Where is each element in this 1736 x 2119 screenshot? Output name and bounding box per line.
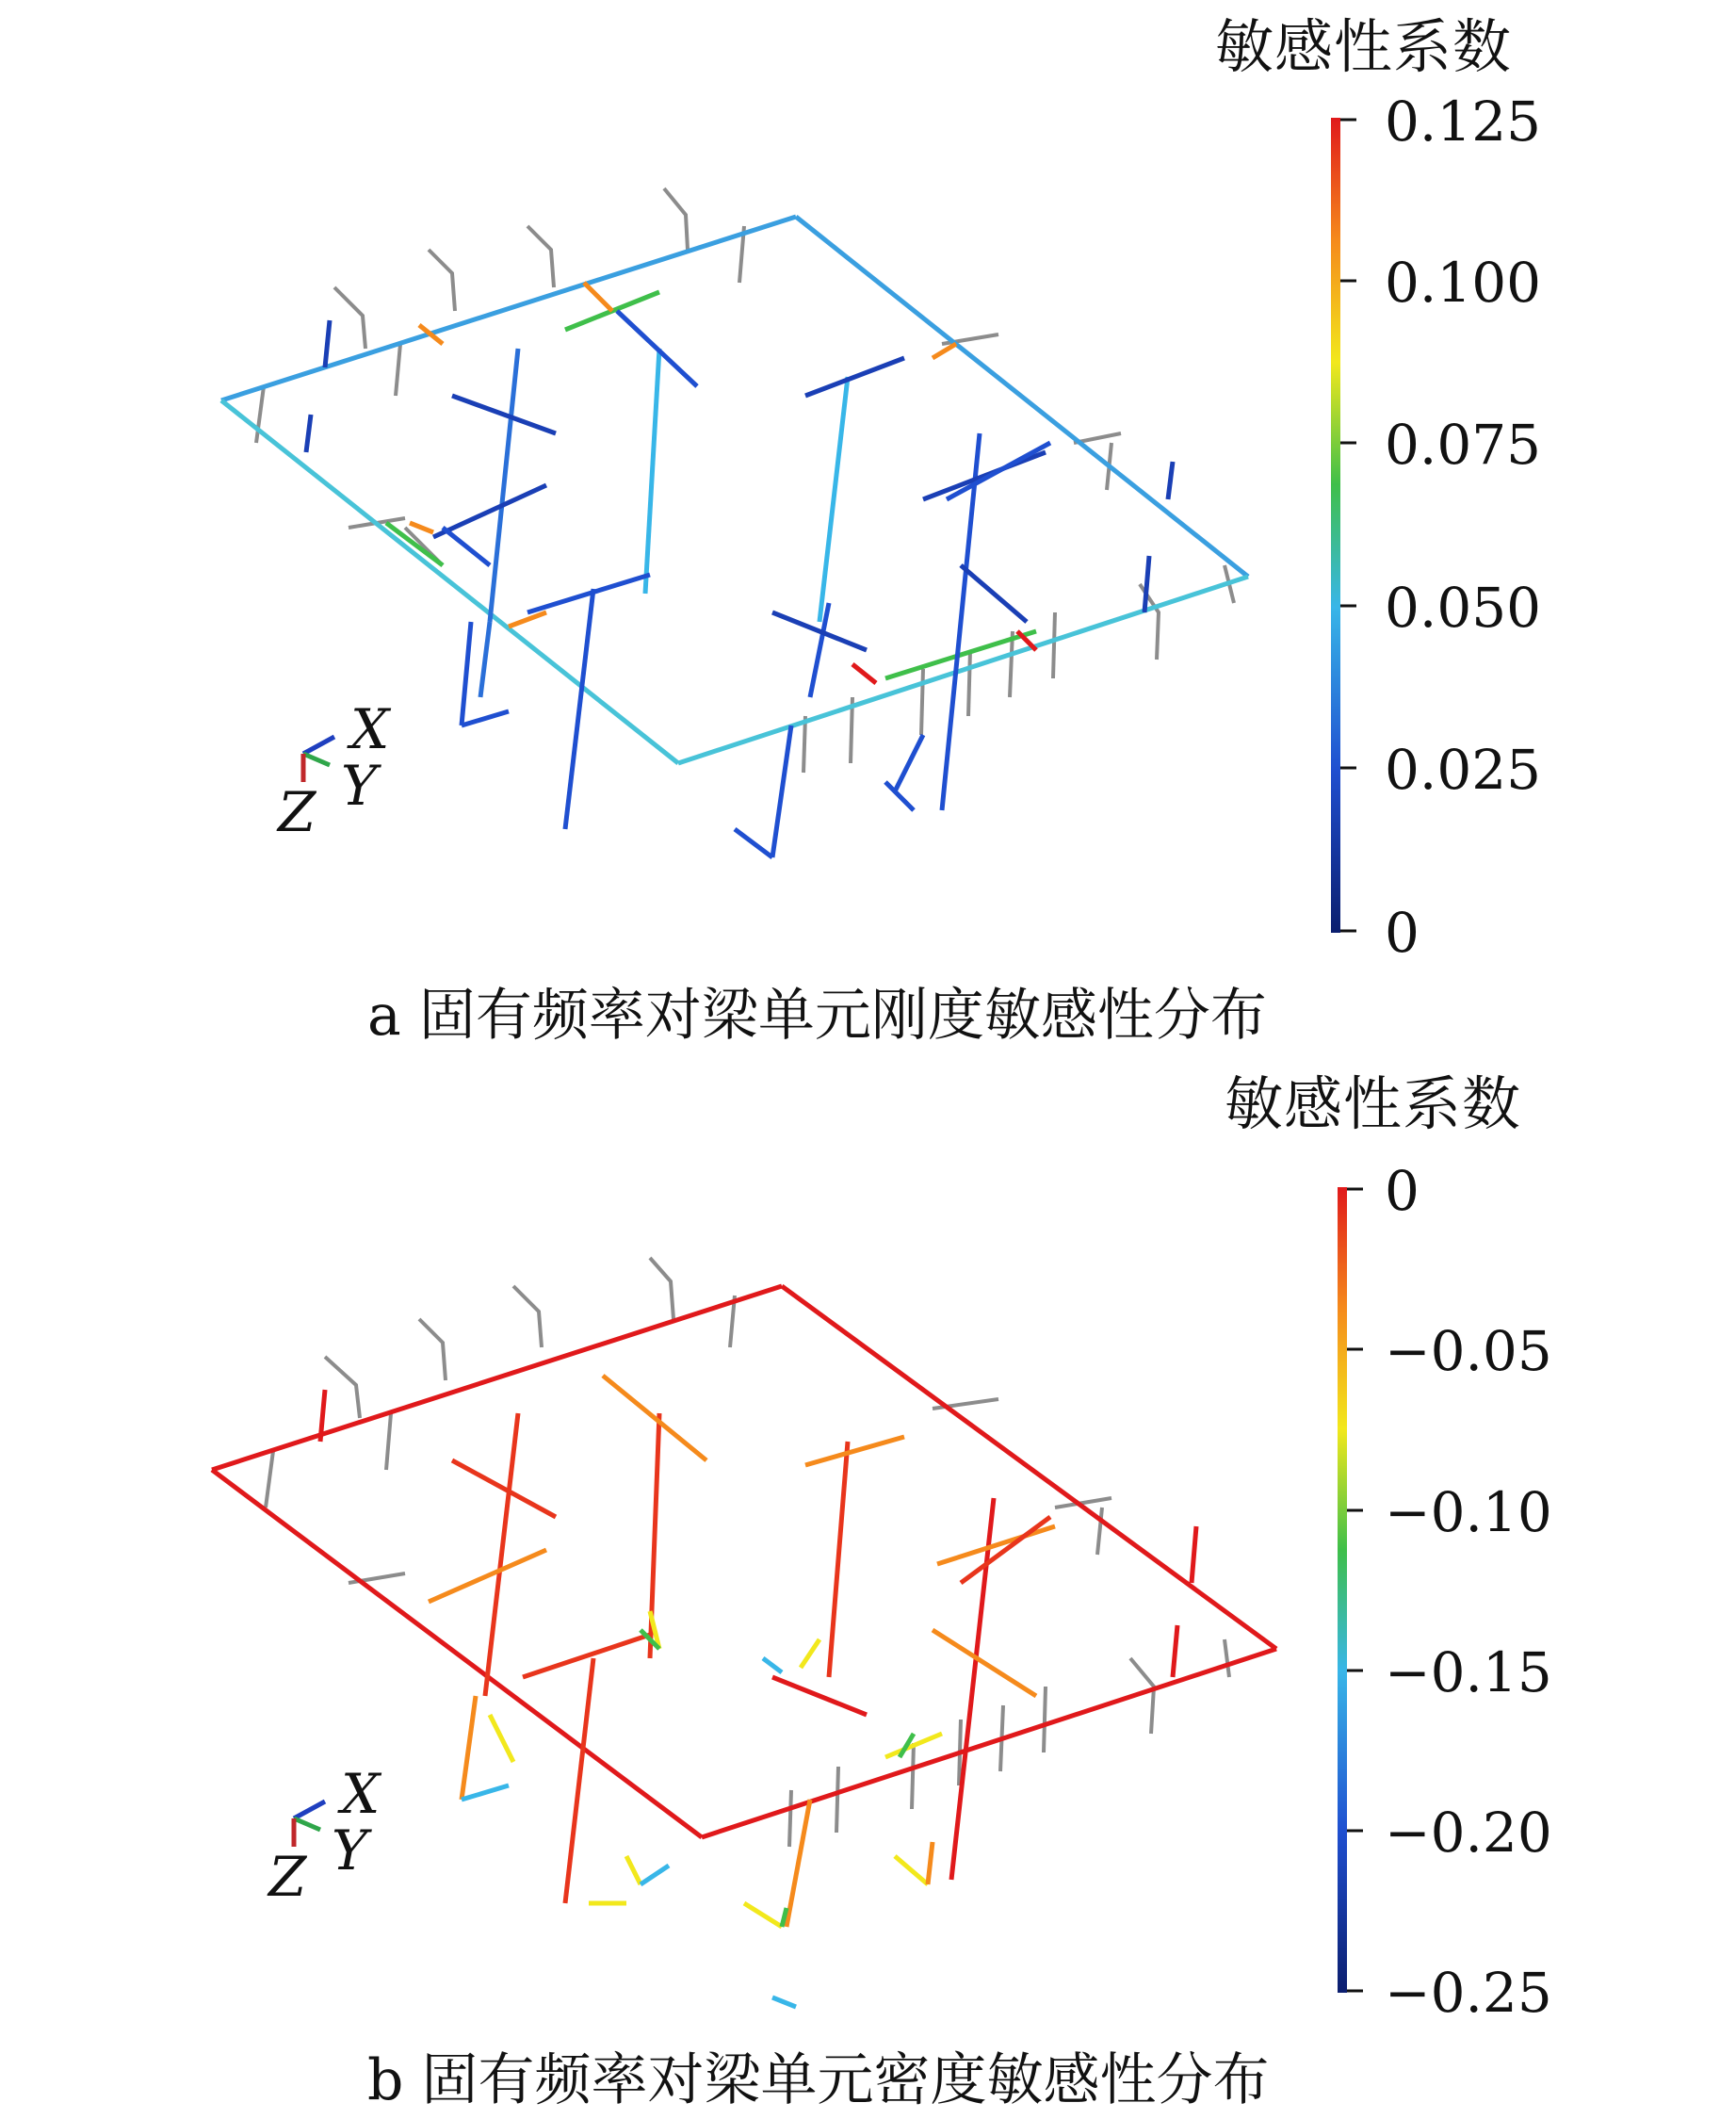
support-stubs-b bbox=[266, 1258, 1229, 1847]
tick-label: 0 bbox=[1385, 901, 1420, 965]
support-stubs-a bbox=[256, 188, 1234, 773]
colorbar-b[interactable] bbox=[1338, 1187, 1363, 1993]
beam-model-a bbox=[0, 0, 1736, 1055]
panel-a bbox=[0, 0, 1736, 1055]
panel-b bbox=[0, 1055, 1736, 2119]
axis-label-y: Y bbox=[332, 1818, 368, 1883]
colorbar-gradient-b bbox=[1338, 1187, 1347, 1993]
beam-model-b bbox=[0, 1055, 1736, 2119]
inner-beams-b bbox=[320, 1376, 1196, 2007]
frame-a bbox=[221, 217, 1248, 763]
axis-label-z: Z bbox=[278, 780, 316, 844]
figure-caption-a: a 固有频率对梁单元刚度敏感性分布 bbox=[367, 983, 1267, 1049]
tick-label: 0.100 bbox=[1385, 251, 1542, 315]
tick-label: 0.075 bbox=[1385, 413, 1542, 477]
tick-label: 0 bbox=[1385, 1159, 1420, 1223]
tick-label: 0.025 bbox=[1385, 738, 1542, 802]
axis-triad-b bbox=[294, 1801, 325, 1847]
tick-label: −0.15 bbox=[1385, 1640, 1552, 1704]
colorbar-title-b: 敏感性系数 bbox=[1225, 1069, 1522, 1138]
colorbar-gradient-a bbox=[1331, 118, 1340, 933]
frame-b bbox=[212, 1286, 1276, 1837]
axis-label-x: X bbox=[341, 1762, 381, 1826]
tick-label: −0.25 bbox=[1385, 1961, 1552, 2025]
tick-label: −0.20 bbox=[1385, 1801, 1552, 1865]
tick-label: 0.050 bbox=[1385, 576, 1542, 640]
figure-caption-b: b 固有频率对梁单元密度敏感性分布 bbox=[367, 2047, 1270, 2113]
axis-label-x: X bbox=[350, 697, 390, 761]
axis-label-y: Y bbox=[341, 754, 378, 818]
axis-label-z: Z bbox=[268, 1845, 307, 1909]
axis-triad-a bbox=[303, 737, 334, 782]
colorbar-title-a: 敏感性系数 bbox=[1215, 12, 1513, 81]
tick-label: −0.05 bbox=[1385, 1319, 1552, 1383]
tick-label: 0.125 bbox=[1385, 90, 1542, 154]
tick-label: −0.10 bbox=[1385, 1480, 1552, 1544]
inner-beams-a bbox=[306, 311, 1173, 857]
colorbar-a[interactable] bbox=[1331, 118, 1356, 933]
